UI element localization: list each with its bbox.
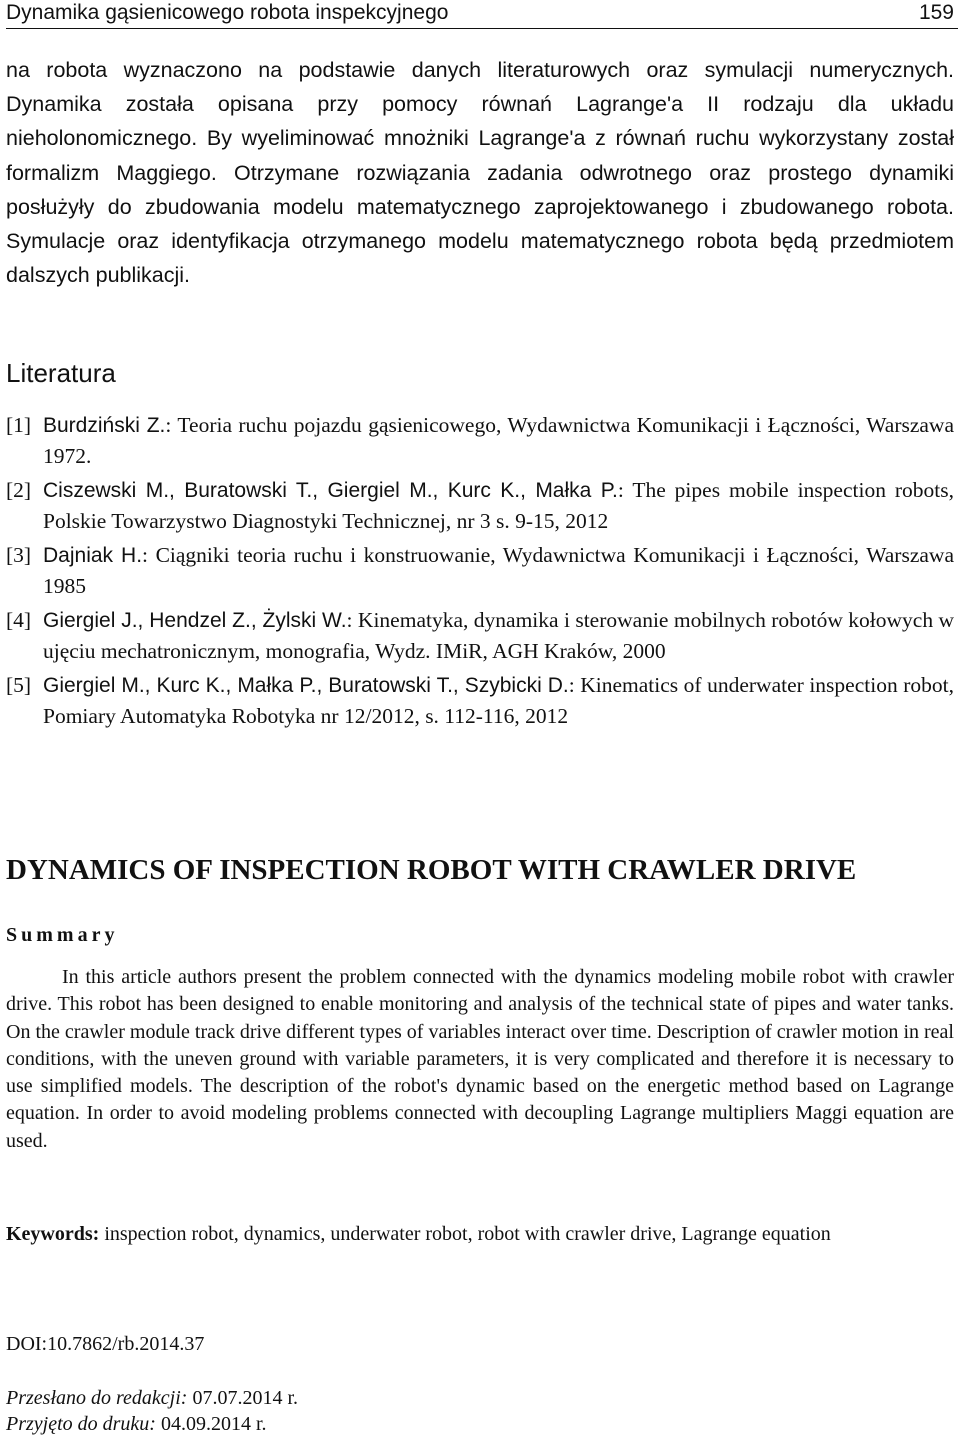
reference-item <box>6 540 954 601</box>
received-value: 07.07.2014 r. <box>187 1387 299 1409</box>
running-header <box>6 0 958 29</box>
submission-dates <box>6 1385 298 1437</box>
reference-details: : The pipes mobile inspection robots, Polskie Towarzystwo Diagnostyki Technicznej, nr 3 s. 9-15, 2012 <box>43 478 954 533</box>
received-label: Przesłano do redakcji: <box>6 1387 188 1409</box>
page-number: 159 <box>918 1 954 24</box>
keywords <box>6 1220 954 1248</box>
reference-number: [1] <box>6 413 32 437</box>
reference-authors: Giergiel M., Kurc K., Małka P., Buratowski T., Szybicki D. <box>43 674 569 697</box>
reference-item <box>6 670 954 731</box>
summary-text: In this article authors present the problem connected with the dynamics modeling mobile robot with crawler drive. This robot has been designed to enable monitoring and analysis of the technical state of pipes and water tanks. On the crawler module track drive different types of variables interact over time. Description of crawler motion in real conditions, with the uneven ground with variable parameters, it is very complicated and therefore it is necessary to use simplified models. The description of the robot's dynamic based on the energetic method based on Lagrange equation. In order to avoid modeling problems connected with decoupling Lagrange multipliers Maggi equation are used. <box>6 966 954 1152</box>
literature-heading: Literatura <box>6 358 116 388</box>
summary-heading: Summary <box>6 924 119 946</box>
reference-details: : Teoria ruchu pojazdu gąsienicowego, Wydawnictwa Komunikacji i Łączności, Warszawa 1972. <box>43 413 954 468</box>
doi: DOI:10.7862/rb.2014.37 <box>6 1333 205 1355</box>
reference-number: [3] <box>6 543 32 567</box>
reference-number: [5] <box>6 673 32 697</box>
accepted-date <box>6 1411 298 1437</box>
reference-list <box>6 410 954 735</box>
reference-details: : Kinematics of underwater inspection robot, Pomiary Automatyka Robotyka nr 12/2012, s. 112-116, 2012 <box>43 673 954 728</box>
reference-details: : Kinematyka, dynamika i sterowanie mobilnych robotów kołowych w ujęciu mechatronicznym, monografia, Wydz. IMiR, AGH Kraków, 2000 <box>43 608 955 663</box>
reference-authors: Ciszewski M., Buratowski T., Giergiel M., Kurc K., Małka P. <box>43 479 618 502</box>
received-date <box>6 1385 298 1411</box>
keywords-text: inspection robot, dynamics, underwater robot, robot with crawler drive, Lagrange equation <box>99 1223 831 1245</box>
reference-item <box>6 605 954 666</box>
reference-details: : Ciągniki teoria ruchu i konstruowanie, Wydawnictwa Komunikacji i Łączności, Warszawa 1985 <box>43 543 954 598</box>
accepted-value: 04.09.2014 r. <box>155 1413 267 1435</box>
reference-authors: Dajniak H. <box>43 544 143 567</box>
reference-item <box>6 410 954 471</box>
reference-number: [2] <box>6 478 32 502</box>
running-title: Dynamika gąsienicowego robota inspekcyjnego <box>6 1 449 24</box>
english-title: DYNAMICS OF INSPECTION ROBOT WITH CRAWLER DRIVE <box>6 854 857 886</box>
reference-authors: Burdziński Z. <box>43 414 166 437</box>
reference-authors: Giergiel J., Hendzel Z., Żylski W. <box>43 609 347 632</box>
reference-number: [4] <box>6 608 32 632</box>
accepted-label: Przyjęto do druku: <box>6 1413 156 1435</box>
keywords-label: Keywords: <box>6 1223 100 1245</box>
intro-paragraph: na robota wyznaczono na podstawie danych literaturowych oraz symulacji numerycznych. Dynamika została opisana przy pomocy równań Lagrange'a II rodzaju dla układu nieholonomicznego. By wyeliminować mnożniki Lagrange'a z równań ruchu wykorzystany został formalizm Maggiego. Otrzymane rozwiązania zadania odwrotnego oraz prostego dynamiki posłużyły do zbudowania modelu matematycznego zaprojektowanego i zbudowanego robota. Symulacje oraz identyfikacja otrzymanego modelu matematycznego robota będą przedmiotem dalszych publikacji. <box>6 58 954 288</box>
reference-item <box>6 475 954 536</box>
